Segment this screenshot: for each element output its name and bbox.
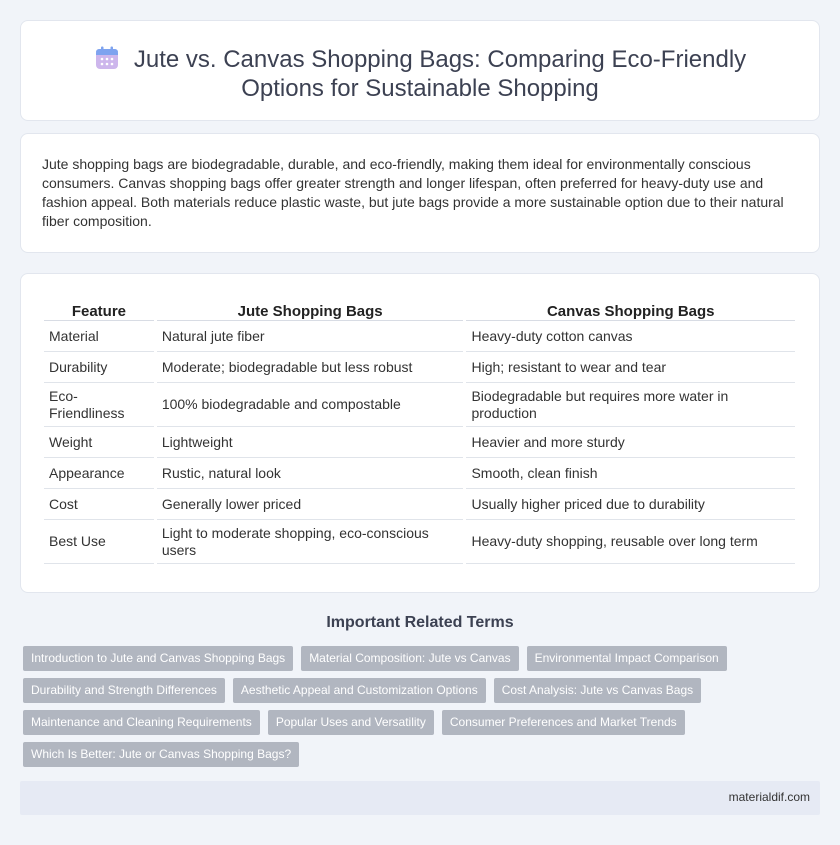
feature-cell: Appearance (44, 458, 154, 489)
jute-cell: Rustic, natural look (157, 458, 464, 489)
table-row (44, 383, 795, 427)
canvas-cell: Biodegradable but requires more water in production (466, 383, 795, 427)
related-terms-list (23, 646, 783, 767)
header-card (20, 20, 820, 121)
jute-cell: Moderate; biodegradable but less robust (157, 352, 464, 383)
feature-cell: Durability (44, 352, 154, 383)
jute-cell: Generally lower priced (157, 489, 464, 520)
header-jute: Jute Shopping Bags (157, 296, 464, 321)
related-term-tag[interactable]: Maintenance and Cleaning Requirements (23, 710, 260, 735)
related-term-tag[interactable]: Aesthetic Appeal and Customization Options (233, 678, 486, 703)
table-row (44, 427, 795, 458)
related-term-tag[interactable]: Durability and Strength Differences (23, 678, 225, 703)
page-title (51, 45, 789, 103)
jute-cell: Light to moderate shopping, eco-conscious users (157, 520, 464, 564)
canvas-cell: Heavy-duty shopping, reusable over long term (466, 520, 795, 564)
feature-cell: Best Use (44, 520, 154, 564)
table-row (44, 352, 795, 383)
title-wrap (51, 45, 789, 103)
related-terms-title: Important Related Terms (326, 614, 514, 631)
footer-site-name[interactable]: materialdif.com (728, 790, 810, 804)
page-title-text: Jute vs. Canvas Shopping Bags: Comparing Eco-Friendly Options for Sustainable Shopping (133, 46, 747, 102)
summary-text: Jute shopping bags are biodegradable, durable, and eco-friendly, making them ideal for environmentally conscious consumers. Canvas shopping bags offer greater strength and longer lifespan, often preferred for heavy-duty use and fashion appeal. Both materials reduce plastic waste, but jute bags provide a more sustainable option due to their natural fiber composition. (42, 156, 784, 229)
canvas-cell: Usually higher priced due to durability (466, 489, 795, 520)
table-row (44, 321, 795, 352)
table-header-row (44, 296, 795, 321)
feature-cell: Eco-Friendliness (44, 383, 154, 427)
canvas-cell: Smooth, clean finish (466, 458, 795, 489)
table-row (44, 520, 795, 564)
related-term-tag[interactable]: Popular Uses and Versatility (268, 710, 434, 735)
footer (20, 781, 820, 815)
jute-cell: Lightweight (157, 427, 464, 458)
jute-cell: Natural jute fiber (157, 321, 464, 352)
feature-cell: Material (44, 321, 154, 352)
canvas-cell: Heavier and more sturdy (466, 427, 795, 458)
related-term-tag[interactable]: Environmental Impact Comparison (527, 646, 727, 671)
table-row (44, 458, 795, 489)
summary-card (20, 133, 820, 253)
header-feature: Feature (44, 296, 154, 321)
related-term-tag[interactable]: Material Composition: Jute vs Canvas (301, 646, 518, 671)
canvas-cell: High; resistant to wear and tear (466, 352, 795, 383)
comparison-table (41, 296, 798, 564)
related-term-tag[interactable]: Which Is Better: Jute or Canvas Shopping Bags? (23, 742, 299, 767)
related-term-tag[interactable]: Cost Analysis: Jute vs Canvas Bags (494, 678, 701, 703)
table-row (44, 489, 795, 520)
canvas-cell: Heavy-duty cotton canvas (466, 321, 795, 352)
header-canvas: Canvas Shopping Bags (466, 296, 795, 321)
jute-cell: 100% biodegradable and compostable (157, 383, 464, 427)
related-term-tag[interactable]: Consumer Preferences and Market Trends (442, 710, 685, 735)
related-term-tag[interactable]: Introduction to Jute and Canvas Shopping Bags (23, 646, 293, 671)
feature-cell: Cost (44, 489, 154, 520)
feature-cell: Weight (44, 427, 154, 458)
comparison-table-card (20, 273, 820, 593)
calendar-icon (94, 45, 120, 71)
